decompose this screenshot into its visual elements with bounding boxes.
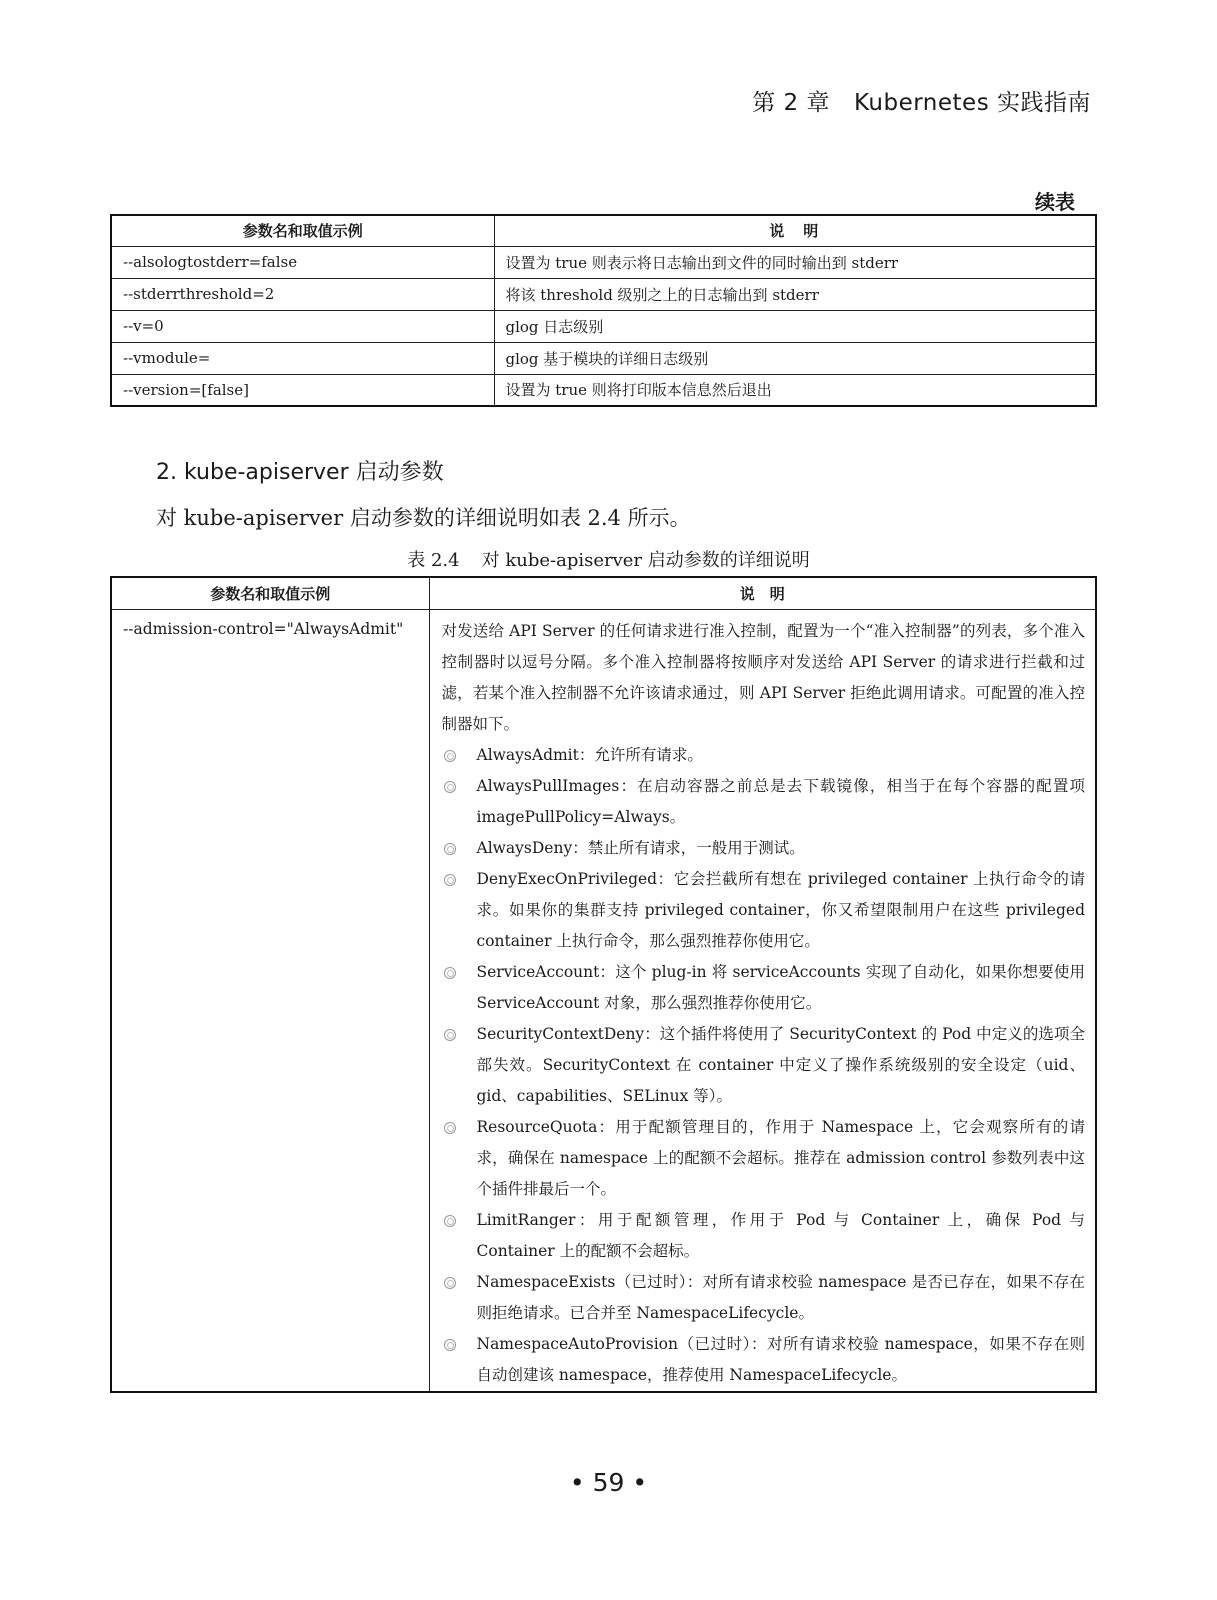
chapter-title: Kubernetes 实践指南: [853, 90, 1091, 116]
bullet-icon: [444, 1339, 456, 1351]
list-item: [442, 1329, 1086, 1391]
table-header-row: [111, 577, 1096, 609]
list-item-text: NamespaceExists（已过时）：对所有请求校验 namespace 是否已存在，如果不存在则拒绝请求。已合并至 NamespaceLifecycle。: [476, 1272, 1085, 1322]
section-heading: 2. kube-apiserver 启动参数: [156, 460, 444, 485]
list-item: [442, 864, 1086, 957]
desc-cell: glog 日志级别: [494, 310, 1096, 342]
table-row: [111, 310, 1096, 342]
table-caption: [0, 546, 1217, 572]
list-item: [442, 1205, 1086, 1267]
list-item: [442, 740, 1086, 771]
list-item: [442, 957, 1086, 1019]
parameter-table-continued: [110, 214, 1097, 407]
description-paragraph: 对发送给 API Server 的任何请求进行准入控制，配置为一个“准入控制器”的列表，多个准入控制器时以逗号分隔。多个准入控制器将按顺序对发送给 API Server 的请求进行拦截和过滤，若某个准入控制器不允许该请求通过，则 API Server 拒绝此调用请求。可配置的准入控制器如下。: [441, 621, 1085, 733]
list-item-text: AlwaysPullImages：在启动容器之前总是去下载镜像，相当于在每个容器的配置项 imagePullPolicy=Always。: [476, 776, 1085, 826]
list-item-text: AlwaysDeny：禁止所有请求，一般用于测试。: [476, 838, 805, 857]
param-cell: --admission-control="AlwaysAdmit": [111, 609, 429, 1392]
list-item: [442, 1019, 1086, 1112]
bullet-icon: [444, 750, 456, 762]
column-header-desc: 说 明: [429, 577, 1096, 609]
column-header-param: 参数名和取值示例: [111, 215, 494, 246]
list-item: [442, 771, 1086, 833]
table-caption-text: 对 kube-apiserver 启动参数的详细说明: [481, 550, 810, 571]
list-item-text: ResourceQuota：用于配额管理目的，作用于 Namespace 上，它会观察所有的请求，确保在 namespace 上的配额不会超标。推荐在 admission control 参数列表中这个插件排最后一个。: [476, 1117, 1085, 1198]
bullet-icon: [444, 1122, 456, 1134]
table-row: [111, 609, 1096, 1392]
list-item: [442, 1112, 1086, 1205]
bullet-icon: [444, 874, 456, 886]
bullet-icon: [444, 967, 456, 979]
desc-cell: glog 基于模块的详细日志级别: [494, 342, 1096, 374]
table-row: [111, 278, 1096, 310]
column-header-param: 参数名和取值示例: [111, 577, 429, 609]
param-cell: --version=[false]: [111, 374, 494, 406]
continued-table-label: 续表: [1035, 190, 1075, 214]
list-item: [442, 1267, 1086, 1329]
chapter-number: 第 2 章: [752, 90, 830, 116]
list-item-text: DenyExecOnPrivileged：它会拦截所有想在 privileged container 上执行命令的请求。如果你的集群支持 privileged container，你又希望限制用户在这些 privileged container 上执行命令，那么强烈推荐你使用它。: [476, 869, 1085, 950]
apiserver-parameter-table: [110, 576, 1097, 1393]
list-item-text: NamespaceAutoProvision（已过时）：对所有请求校验 namespace，如果不存在则自动创建该 namespace，推荐使用 NamespaceLifecycle。: [476, 1334, 1085, 1384]
bullet-icon: [444, 1029, 456, 1041]
table-header-row: [111, 215, 1096, 246]
param-cell: --alsologtostderr=false: [111, 246, 494, 278]
param-cell: --stderrthreshold=2: [111, 278, 494, 310]
list-item-text: LimitRanger：用于配额管理，作用于 Pod 与 Container 上，确保 Pod 与 Container 上的配额不会超标。: [476, 1210, 1085, 1260]
page-number: • 59 •: [569, 1468, 648, 1497]
admission-controller-list: [442, 740, 1086, 1391]
list-item-text: AlwaysAdmit：允许所有请求。: [476, 745, 703, 764]
bullet-icon: [444, 781, 456, 793]
param-cell: --vmodule=: [111, 342, 494, 374]
desc-cell: [429, 609, 1096, 1392]
bullet-icon: [444, 1215, 456, 1227]
bullet-icon: [444, 843, 456, 855]
list-item-text: ServiceAccount：这个 plug-in 将 serviceAccounts 实现了自动化，如果你想要使用 ServiceAccount 对象，那么强烈推荐你使用它。: [476, 962, 1085, 1012]
table-row: [111, 246, 1096, 278]
table-caption-number: 表 2.4: [407, 550, 460, 571]
desc-cell: 设置为 true 则表示将日志输出到文件的同时输出到 stderr: [494, 246, 1096, 278]
table-row: [111, 374, 1096, 406]
column-header-desc: 说 明: [494, 215, 1096, 246]
bullet-icon: [444, 1277, 456, 1289]
section-intro: 对 kube-apiserver 启动参数的详细说明如表 2.4 所示。: [156, 506, 691, 530]
list-item: [442, 833, 1086, 864]
table-row: [111, 342, 1096, 374]
list-item-text: SecurityContextDeny：这个插件将使用了 SecurityContext 的 Pod 中定义的选项全部失效。SecurityContext 在 container 中定义了操作系统级别的安全设定（uid、gid、capabilities、SELinux 等）。: [476, 1024, 1085, 1105]
desc-cell: 设置为 true 则将打印版本信息然后退出: [494, 374, 1096, 406]
running-header: [752, 84, 1091, 117]
desc-cell: 将该 threshold 级别之上的日志输出到 stderr: [494, 278, 1096, 310]
param-cell: --v=0: [111, 310, 494, 342]
